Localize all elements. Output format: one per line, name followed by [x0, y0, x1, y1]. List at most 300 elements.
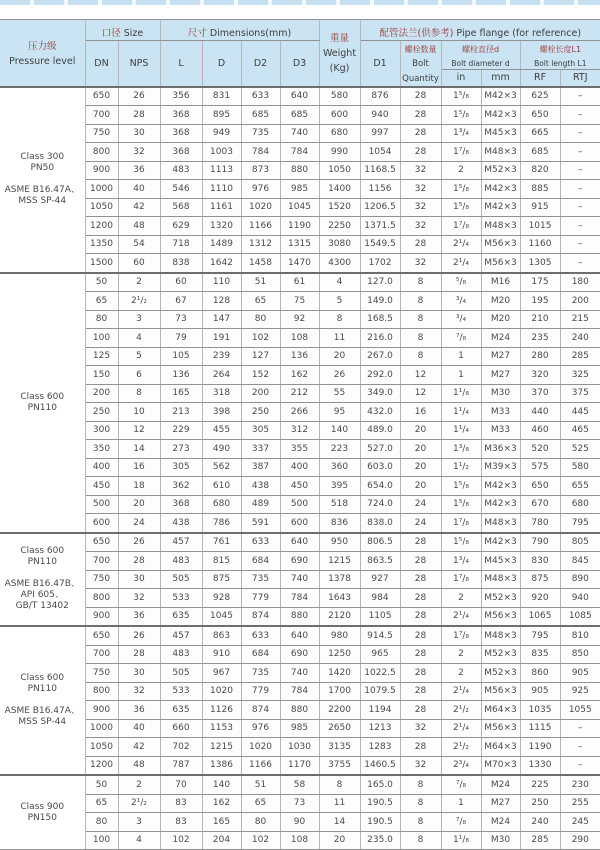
- cell-l: 787: [160, 756, 202, 775]
- cell-bolt-dia-mm: M56×3: [481, 682, 520, 701]
- table-row: [0, 273, 600, 292]
- cell-bolt-dia-mm: M52×3: [481, 664, 520, 683]
- cell-nps: 30: [118, 664, 160, 683]
- cell-weight: 2250: [319, 217, 360, 236]
- cell-d1: 292.0: [360, 366, 400, 385]
- cell-bolt-dia-mm: M42×3: [481, 87, 520, 106]
- cell-weight: 55: [319, 384, 360, 403]
- pipe-flange-label-en: Pipe flange (for reference): [456, 27, 582, 39]
- cell-bolt-dia-mm: M27: [481, 366, 520, 385]
- cell-dn: 650: [85, 533, 118, 552]
- cell-weight: 8: [319, 310, 360, 329]
- cell-rtj: –: [560, 161, 600, 180]
- cell-rf: 520: [520, 440, 560, 459]
- cell-bolt-quantity: 32: [400, 198, 441, 217]
- cell-d1: 1549.5: [360, 235, 400, 254]
- cell-bolt-dia-in: 2: [441, 645, 481, 664]
- cell-bolt-dia-in: 1⁵/₈: [441, 106, 481, 125]
- cell-dn: 65: [85, 794, 118, 813]
- cell-bolt-dia-mm: M64×3: [481, 738, 520, 757]
- cell-nps: 24: [118, 514, 160, 533]
- cell-bolt-dia-mm: M20: [481, 310, 520, 329]
- cell-nps: 4: [118, 831, 160, 850]
- cell-d1: 940: [360, 106, 400, 125]
- cell-l: 505: [160, 664, 202, 683]
- cell-d1: 127.0: [360, 273, 400, 292]
- cell-weight: 11: [319, 329, 360, 348]
- cell-l: 635: [160, 607, 202, 626]
- cell-bolt-quantity: 20: [400, 421, 441, 440]
- cell-bolt-quantity: 28: [400, 143, 441, 162]
- cell-rtj: 810: [560, 626, 600, 645]
- cell-bolt-dia-in: 2¹/₂: [441, 738, 481, 757]
- cell-d3: 1045: [280, 198, 319, 217]
- cell-rtj: 290: [560, 831, 600, 850]
- cell-d2: 874: [241, 607, 280, 626]
- cell-l: 533: [160, 589, 202, 608]
- cell-bolt-quantity: 28: [400, 682, 441, 701]
- cell-bolt-dia-in: ⁵/₈: [441, 273, 481, 292]
- cell-bolt-dia-in: 1⁷/₈: [441, 143, 481, 162]
- cell-bolt-quantity: 28: [400, 87, 441, 106]
- table-row: [0, 738, 600, 757]
- cell-d2: 152: [241, 366, 280, 385]
- cell-weight: 1050: [319, 161, 360, 180]
- cell-rf: 905: [520, 682, 560, 701]
- cell-l: 718: [160, 235, 202, 254]
- cell-d: 910: [202, 645, 241, 664]
- pressure-level-label-zh: 压力级: [27, 40, 57, 52]
- cell-d3: 58: [280, 775, 319, 794]
- cell-bolt-dia-mm: M24: [481, 329, 520, 348]
- cell-dn: 800: [85, 682, 118, 701]
- cell-d: 949: [202, 124, 241, 143]
- cell-dn: 1200: [85, 217, 118, 236]
- table-row: [0, 254, 600, 273]
- cell-rf: 1160: [520, 235, 560, 254]
- cell-dn: 900: [85, 161, 118, 180]
- cell-bolt-quantity: 12: [400, 384, 441, 403]
- cell-rf: 1305: [520, 254, 560, 273]
- cell-d3: 136: [280, 347, 319, 366]
- cell-bolt-dia-mm: M24: [481, 775, 520, 794]
- cell-l: 533: [160, 682, 202, 701]
- cell-rf: 820: [520, 161, 560, 180]
- cell-nps: 20: [118, 495, 160, 514]
- cell-d3: 640: [280, 533, 319, 552]
- cell-rtj: 445: [560, 403, 600, 422]
- cell-nps: 6: [118, 366, 160, 385]
- cell-d1: 914.5: [360, 626, 400, 645]
- cell-rf: 225: [520, 775, 560, 794]
- cell-rf: 1015: [520, 217, 560, 236]
- cell-bolt-quantity: 32: [400, 719, 441, 738]
- table-row: [0, 198, 600, 217]
- bolt-quantity-label-en2: Quantity: [402, 74, 439, 85]
- cell-weight: 1250: [319, 645, 360, 664]
- cell-rf: 650: [520, 477, 560, 496]
- cell-d1: 838.0: [360, 514, 400, 533]
- cell-bolt-dia-in: 1⁵/₈: [441, 495, 481, 514]
- cell-rtj: –: [560, 254, 600, 273]
- cell-d2: 784: [241, 143, 280, 162]
- cell-d: 1126: [202, 701, 241, 720]
- table-row: [0, 106, 600, 125]
- bolt-quantity-label-en1: Bolt: [412, 59, 429, 70]
- cell-rtj: –: [560, 87, 600, 106]
- cell-l: 60: [160, 273, 202, 292]
- cell-d: 264: [202, 366, 241, 385]
- cell-weight: 3080: [319, 235, 360, 254]
- cell-bolt-dia-in: 1⁵/₈: [441, 198, 481, 217]
- cell-bolt-dia-in: 1⁵/₈: [441, 180, 481, 199]
- cell-d1: 603.0: [360, 458, 400, 477]
- cell-bolt-quantity: 32: [400, 180, 441, 199]
- cell-d2: 1458: [241, 254, 280, 273]
- dimensions-label-en: Dimensions(mm): [209, 27, 292, 39]
- cell-d3: 1315: [280, 235, 319, 254]
- cell-d: 147: [202, 310, 241, 329]
- cell-weight: 1400: [319, 180, 360, 199]
- cell-bolt-quantity: 28: [400, 235, 441, 254]
- cell-weight: 4: [319, 273, 360, 292]
- cell-nps: 12: [118, 421, 160, 440]
- table-header: [0, 20, 600, 87]
- cell-bolt-dia-mm: M30: [481, 831, 520, 850]
- cell-bolt-quantity: 20: [400, 458, 441, 477]
- cell-bolt-dia-in: 2¹/₂: [441, 701, 481, 720]
- cell-l: 305: [160, 458, 202, 477]
- cell-bolt-dia-in: 2¹/₄: [441, 235, 481, 254]
- col-header-nps: NPS: [118, 41, 160, 87]
- cell-nps: 32: [118, 589, 160, 608]
- pressure-level-group-label: Class 600 PN110 ASME B16.47B、 API 605、 GB/T 13402: [0, 533, 85, 627]
- cell-d: 1045: [202, 607, 241, 626]
- cell-dn: 750: [85, 570, 118, 589]
- cell-bolt-dia-mm: M48×3: [481, 514, 520, 533]
- cell-d3: 1190: [280, 217, 319, 236]
- cell-rf: 780: [520, 514, 560, 533]
- cell-bolt-quantity: 24: [400, 514, 441, 533]
- cell-rf: 320: [520, 366, 560, 385]
- cell-d1: 1206.5: [360, 198, 400, 217]
- bolt-diameter-label-zh: 螺栓直径d: [461, 45, 500, 54]
- cell-bolt-quantity: 12: [400, 366, 441, 385]
- cell-d1: 1460.5: [360, 756, 400, 775]
- cell-bolt-dia-mm: M56×3: [481, 607, 520, 626]
- cell-bolt-dia-mm: M30: [481, 384, 520, 403]
- cell-d2: 80: [241, 310, 280, 329]
- table-row: [0, 347, 600, 366]
- cell-rf: 650: [520, 106, 560, 125]
- cell-bolt-dia-mm: M39×3: [481, 458, 520, 477]
- dimensions-label-zh: 尺寸: [187, 27, 207, 39]
- cell-d: 761: [202, 533, 241, 552]
- pipe-flange-label-zh: 配管法兰(供参考): [379, 27, 454, 39]
- cell-rf: 240: [520, 813, 560, 832]
- cell-dn: 600: [85, 514, 118, 533]
- cell-nps: 3: [118, 310, 160, 329]
- cell-weight: 95: [319, 403, 360, 422]
- table-row: [0, 458, 600, 477]
- bolt-length-label-en: Bolt length L1: [534, 59, 587, 68]
- table-row: [0, 570, 600, 589]
- cell-d: 128: [202, 292, 241, 311]
- cell-bolt-dia-mm: M42×3: [481, 198, 520, 217]
- cell-bolt-dia-in: 1³/₄: [441, 124, 481, 143]
- cell-l: 483: [160, 552, 202, 571]
- table-row: [0, 552, 600, 571]
- cell-bolt-quantity: 8: [400, 273, 441, 292]
- table-row: [0, 421, 600, 440]
- table-row: [0, 775, 600, 794]
- cell-d: 1386: [202, 756, 241, 775]
- table-row: [0, 533, 600, 552]
- cell-d2: 873: [241, 161, 280, 180]
- cell-d3: 880: [280, 607, 319, 626]
- col-group-size: [85, 20, 160, 41]
- cell-bolt-quantity: 32: [400, 161, 441, 180]
- cell-bolt-dia-in: 1³/₄: [441, 552, 481, 571]
- cell-bolt-dia-in: 1¹/₄: [441, 421, 481, 440]
- cell-bolt-quantity: 16: [400, 403, 441, 422]
- cell-bolt-dia-mm: M48×3: [481, 626, 520, 645]
- cell-d2: 976: [241, 719, 280, 738]
- cell-rf: 795: [520, 626, 560, 645]
- cell-dn: 700: [85, 552, 118, 571]
- cell-bolt-dia-mm: M27: [481, 347, 520, 366]
- cell-rtj: –: [560, 124, 600, 143]
- cell-rf: 285: [520, 831, 560, 850]
- pressure-level-label-en: Pressure level: [9, 55, 76, 67]
- cell-d2: 438: [241, 477, 280, 496]
- cell-d3: 690: [280, 645, 319, 664]
- cell-bolt-dia-in: 1⁵/₈: [441, 87, 481, 106]
- cell-l: 368: [160, 124, 202, 143]
- cell-bolt-dia-mm: M45×3: [481, 124, 520, 143]
- cell-d: 239: [202, 347, 241, 366]
- cell-rf: 885: [520, 180, 560, 199]
- cell-weight: 2200: [319, 701, 360, 720]
- cell-l: 457: [160, 626, 202, 645]
- cell-dn: 1000: [85, 180, 118, 199]
- cell-nps: 36: [118, 161, 160, 180]
- cell-d3: 92: [280, 310, 319, 329]
- cell-dn: 150: [85, 366, 118, 385]
- cell-dn: 800: [85, 589, 118, 608]
- cell-weight: 1215: [319, 552, 360, 571]
- table-row: [0, 514, 600, 533]
- cell-d3: 450: [280, 477, 319, 496]
- pressure-level-group-label: Class 600 PN110 ASME B16.47A、 MSS SP-44: [0, 626, 85, 775]
- cell-bolt-dia-in: 1⁷/₈: [441, 217, 481, 236]
- cell-nps: 54: [118, 235, 160, 254]
- cell-bolt-quantity: 8: [400, 794, 441, 813]
- cell-l: 79: [160, 329, 202, 348]
- cell-rtj: 200: [560, 292, 600, 311]
- cell-rtj: 180: [560, 273, 600, 292]
- cell-bolt-dia-in: ³/₄: [441, 310, 481, 329]
- col-group-pipe-flange: [360, 20, 600, 41]
- cell-bolt-quantity: 8: [400, 310, 441, 329]
- cell-l: 702: [160, 738, 202, 757]
- col-header-d: D: [202, 41, 241, 87]
- cell-nps: 48: [118, 756, 160, 775]
- cell-d1: 1079.5: [360, 682, 400, 701]
- cell-dn: 1050: [85, 198, 118, 217]
- cell-dn: 900: [85, 607, 118, 626]
- cell-d1: 876: [360, 87, 400, 106]
- cell-dn: 900: [85, 701, 118, 720]
- cell-d3: 640: [280, 87, 319, 106]
- cell-d1: 235.0: [360, 831, 400, 850]
- cell-d: 1489: [202, 235, 241, 254]
- bolt-quantity-label-zh: 螺栓数量: [404, 45, 437, 55]
- cell-d3: 61: [280, 273, 319, 292]
- cell-d2: 65: [241, 292, 280, 311]
- cell-d2: 735: [241, 664, 280, 683]
- cell-d: 162: [202, 794, 241, 813]
- cell-d: 562: [202, 458, 241, 477]
- cell-rf: 370: [520, 384, 560, 403]
- cell-bolt-dia-mm: M42×3: [481, 495, 520, 514]
- cell-rtj: 1055: [560, 701, 600, 720]
- cell-rf: 440: [520, 403, 560, 422]
- cell-dn: 350: [85, 440, 118, 459]
- cell-dn: 1000: [85, 719, 118, 738]
- cell-bolt-dia-in: ⁷/₈: [441, 775, 481, 794]
- cell-nps: 5: [118, 347, 160, 366]
- pressure-level-group-label: Class 300 PN50 ASME B16.47A、 MSS SP-44: [0, 87, 85, 273]
- cell-d1: 149.0: [360, 292, 400, 311]
- cell-bolt-dia-mm: M33: [481, 421, 520, 440]
- cell-d2: 305: [241, 421, 280, 440]
- size-label-en: Size: [123, 27, 144, 39]
- cell-d1: 1168.5: [360, 161, 400, 180]
- cell-d: 680: [202, 495, 241, 514]
- cell-rtj: 805: [560, 533, 600, 552]
- col-header-d3: D3: [280, 41, 319, 87]
- cell-weight: 223: [319, 440, 360, 459]
- cell-weight: 518: [319, 495, 360, 514]
- cell-d3: 108: [280, 329, 319, 348]
- cell-l: 229: [160, 421, 202, 440]
- bolt-length-label-zh: 螺栓长度L1: [539, 45, 582, 54]
- cell-d: 140: [202, 775, 241, 794]
- cell-d: 165: [202, 813, 241, 832]
- cell-bolt-dia-in: 1: [441, 347, 481, 366]
- cell-rtj: –: [560, 106, 600, 125]
- cell-rtj: 375: [560, 384, 600, 403]
- cell-bolt-quantity: 28: [400, 106, 441, 125]
- cell-d: 610: [202, 477, 241, 496]
- cell-d3: 108: [280, 831, 319, 850]
- cell-rtj: 245: [560, 813, 600, 832]
- cell-d1: 1194: [360, 701, 400, 720]
- cell-d3: 784: [280, 143, 319, 162]
- cell-bolt-dia-in: 2¹/₄: [441, 682, 481, 701]
- cell-bolt-quantity: 8: [400, 775, 441, 794]
- cell-weight: 980: [319, 626, 360, 645]
- cell-d1: 165.0: [360, 775, 400, 794]
- cell-rf: 685: [520, 143, 560, 162]
- cell-dn: 650: [85, 626, 118, 645]
- cell-rf: 835: [520, 645, 560, 664]
- cell-rf: 665: [520, 124, 560, 143]
- cell-d2: 684: [241, 645, 280, 664]
- cell-nps: 28: [118, 106, 160, 125]
- cell-weight: 20: [319, 347, 360, 366]
- cell-bolt-dia-mm: M36×3: [481, 440, 520, 459]
- cell-bolt-dia-mm: M48×3: [481, 570, 520, 589]
- col-header-mm: mm: [481, 70, 520, 87]
- cell-d2: 779: [241, 682, 280, 701]
- cell-d1: 965: [360, 645, 400, 664]
- cell-weight: 3755: [319, 756, 360, 775]
- cell-rtj: 795: [560, 514, 600, 533]
- cell-d1: 863.5: [360, 552, 400, 571]
- col-header-d2: D2: [241, 41, 280, 87]
- cell-l: 67: [160, 292, 202, 311]
- cell-nps: 2: [118, 775, 160, 794]
- cell-bolt-dia-in: 1⁵/₈: [441, 533, 481, 552]
- cell-l: 568: [160, 198, 202, 217]
- cell-rtj: 230: [560, 775, 600, 794]
- cell-rf: 460: [520, 421, 560, 440]
- cell-d3: 400: [280, 458, 319, 477]
- cell-rf: 195: [520, 292, 560, 311]
- col-header-in: in: [441, 70, 481, 87]
- cell-rtj: –: [560, 217, 600, 236]
- cell-nps: 2¹/₂: [118, 292, 160, 311]
- cell-d1: 489.0: [360, 421, 400, 440]
- cell-d2: 976: [241, 180, 280, 199]
- cell-l: 362: [160, 477, 202, 496]
- weight-unit-label: (Kg): [329, 63, 350, 75]
- cell-d1: 190.5: [360, 813, 400, 832]
- cell-d2: 80: [241, 813, 280, 832]
- cell-bolt-quantity: 32: [400, 756, 441, 775]
- cell-weight: 26: [319, 366, 360, 385]
- cell-dn: 50: [85, 775, 118, 794]
- cell-weight: 990: [319, 143, 360, 162]
- cell-weight: 2650: [319, 719, 360, 738]
- table-row: [0, 495, 600, 514]
- cell-d2: 102: [241, 831, 280, 850]
- cell-dn: 200: [85, 384, 118, 403]
- cell-d: 1215: [202, 738, 241, 757]
- cell-rtj: 925: [560, 682, 600, 701]
- cell-bolt-dia-in: 2³/₄: [441, 756, 481, 775]
- col-header-bolt-quantity: [400, 41, 441, 87]
- cell-nps: 32: [118, 682, 160, 701]
- cell-l: 457: [160, 533, 202, 552]
- cell-weight: 1700: [319, 682, 360, 701]
- cell-weight: 1520: [319, 198, 360, 217]
- cell-d3: 985: [280, 719, 319, 738]
- cell-d2: 685: [241, 106, 280, 125]
- cell-d: 191: [202, 329, 241, 348]
- cell-d1: 1702: [360, 254, 400, 273]
- cell-bolt-dia-in: 1¹/₂: [441, 458, 481, 477]
- table-row: [0, 440, 600, 459]
- cell-bolt-dia-mm: M20: [481, 292, 520, 311]
- cell-rtj: 680: [560, 495, 600, 514]
- cell-bolt-dia-in: ⁷/₈: [441, 329, 481, 348]
- cell-rf: 920: [520, 589, 560, 608]
- cell-weight: 8: [319, 775, 360, 794]
- table-row: [0, 310, 600, 329]
